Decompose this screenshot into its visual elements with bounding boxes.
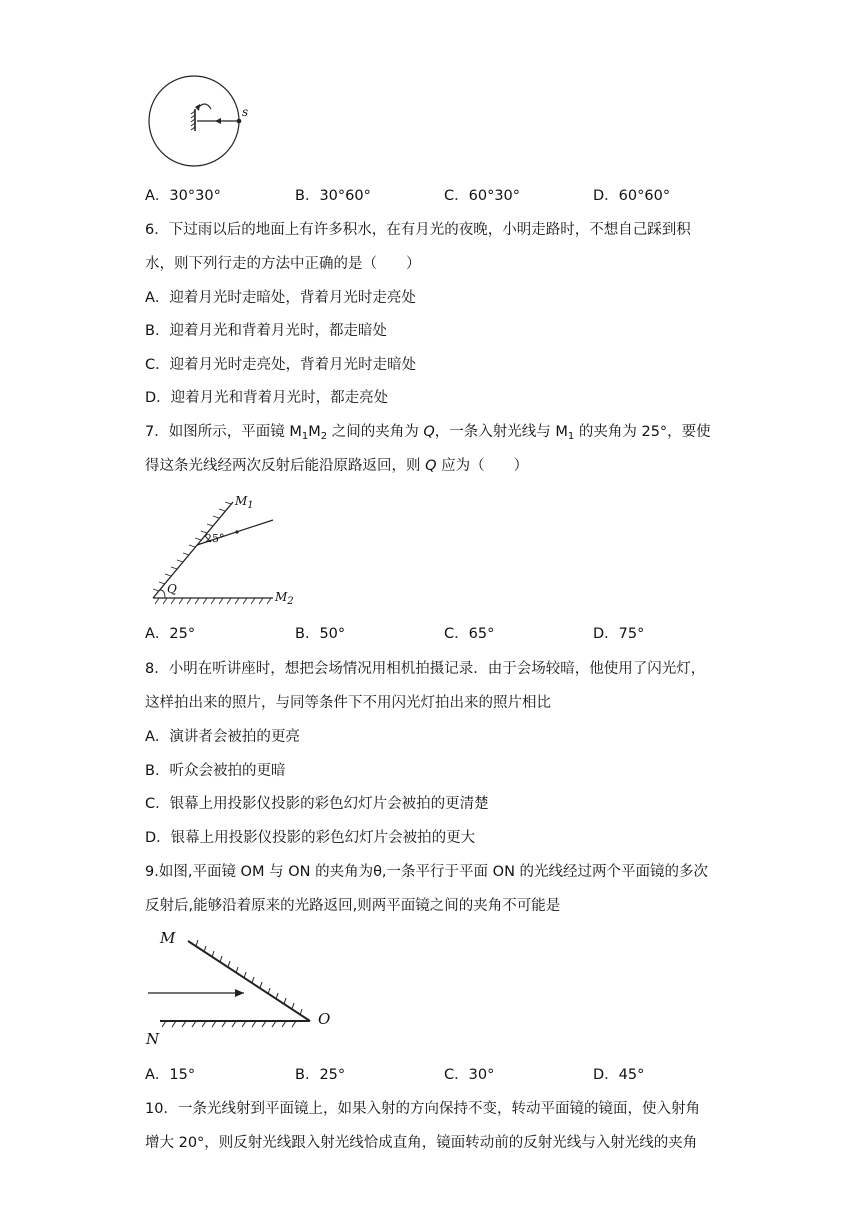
q7-stem-part: 应为（ ）: [436, 458, 529, 474]
q5-diagram: [145, 73, 245, 173]
q5-option-b: B．30°60°: [295, 188, 371, 204]
q7-mirror-m1-hatch: [153, 502, 231, 591]
q9-figure: [140, 925, 340, 1055]
q7-mirror-m2-hatch: [155, 598, 271, 604]
q7-option-b: B．50°: [295, 626, 346, 642]
q10-stem-line1: 10．一条光线射到平面镜上，如果入射的方向保持不变，转动平面镜的镜面，使入射角: [145, 1101, 700, 1117]
q8-option-a: A．演讲者会被拍的更亮: [145, 729, 300, 745]
q7-stem-sub: 1: [301, 431, 309, 442]
q7-stem-angle-symbol: Q: [425, 458, 437, 474]
q7-stem-line2: [145, 456, 528, 476]
q7-stem-part: 7．如图所示，平面镜 M: [145, 424, 302, 440]
q6-option-d: D．迎着月光和背着月光时，都走亮处: [145, 390, 389, 406]
q7-stem-part: 之间的夹角为: [327, 424, 424, 440]
q8-stem-line1: 8．小明在听讲座时，想把会场情况用相机拍摄记录．由于会场较暗，他使用了闪光灯，: [145, 661, 706, 677]
q7-option-c: C．65°: [444, 626, 495, 642]
q7-label-m1: $M_1$: [235, 494, 254, 511]
q7-stem-line1: [145, 422, 711, 442]
q5-option-a: A．30°30°: [145, 188, 221, 204]
q6-stem-line2: 水，则下列行走的方法中正确的是（ ）: [145, 256, 421, 272]
q6-stem-line1: 6．下过雨以后的地面上有许多积水，在有月光的夜晚，小明走路时，不想自己踩到积: [145, 222, 691, 238]
q5-point-label: s: [242, 105, 249, 119]
q9-option-c: C．30°: [444, 1067, 495, 1083]
q9-option-b: B．25°: [295, 1067, 346, 1083]
q7-stem-part: M: [308, 424, 321, 440]
q9-option-a: A．15°: [145, 1067, 196, 1083]
q9-option-d: D．45°: [593, 1067, 645, 1083]
q7-option-d: D．75°: [593, 626, 645, 642]
q9-stem-line2: 反射后,能够沿着原来的光路返回,则两平面镜之间的夹角不可能是: [145, 898, 561, 914]
q9-label-o: O: [318, 1010, 331, 1028]
q7-label-q: Q: [167, 582, 177, 596]
q5-option-c: C．60°30°: [444, 188, 521, 204]
q8-stem-line2: 这样拍出来的照片，与同等条件下不用闪光灯拍出来的照片相比: [145, 695, 551, 711]
q7-stem-sub: 1: [567, 431, 575, 442]
q9-mirror-om: [188, 941, 310, 1021]
q7-stem-part: 的夹角为 25°，要使: [574, 424, 711, 440]
q7-stem-part: 得这条光线经两次反射后能沿原路返回，则: [145, 458, 426, 474]
q8-option-d: D．银幕上用投影仪投影的彩色幻灯片会被拍的更大: [145, 830, 476, 846]
q5-option-d: D．60°60°: [593, 188, 671, 204]
q7-figure: [145, 490, 295, 610]
q7-stem-sub: 2: [320, 431, 328, 442]
q9-mirror-om-hatch: [196, 940, 302, 1015]
q5-figure: [145, 73, 249, 173]
q9-label-n: N: [146, 1030, 160, 1048]
q7-label-m2: $M_2$: [275, 590, 294, 607]
q9-label-m: M: [160, 929, 176, 947]
q7-option-a: A．25°: [145, 626, 196, 642]
q8-option-b: B．听众会被拍的更暗: [145, 763, 286, 779]
q6-option-a: A．迎着月光时走暗处，背着月光时走亮处: [145, 290, 416, 306]
q10-stem-line2: 增大 20°，则反射光线跟入射光线恰成直角，镜面转动前的反射光线与入射光线的夹角: [145, 1135, 698, 1151]
q6-option-b: B．迎着月光和背着月光时，都走暗处: [145, 323, 387, 339]
q9-stem-line1: 9.如图,平面镜 OM 与 ON 的夹角为θ,一条平行于平面 ON 的光线经过两个平面镜的多次: [145, 864, 709, 880]
q7-stem-part: ，一条入射光线与 M: [434, 424, 568, 440]
q5-source-point: [237, 119, 242, 124]
q7-stem-angle-symbol: Q: [423, 424, 435, 440]
q7-label-angle: 25°: [205, 532, 225, 545]
q7-q-arc: [160, 590, 165, 598]
q8-option-c: C．银幕上用投影仪投影的彩色幻灯片会被拍的更清楚: [145, 796, 489, 812]
q6-option-c: C．迎着月光时走亮处，背着月光时走暗处: [145, 357, 417, 373]
